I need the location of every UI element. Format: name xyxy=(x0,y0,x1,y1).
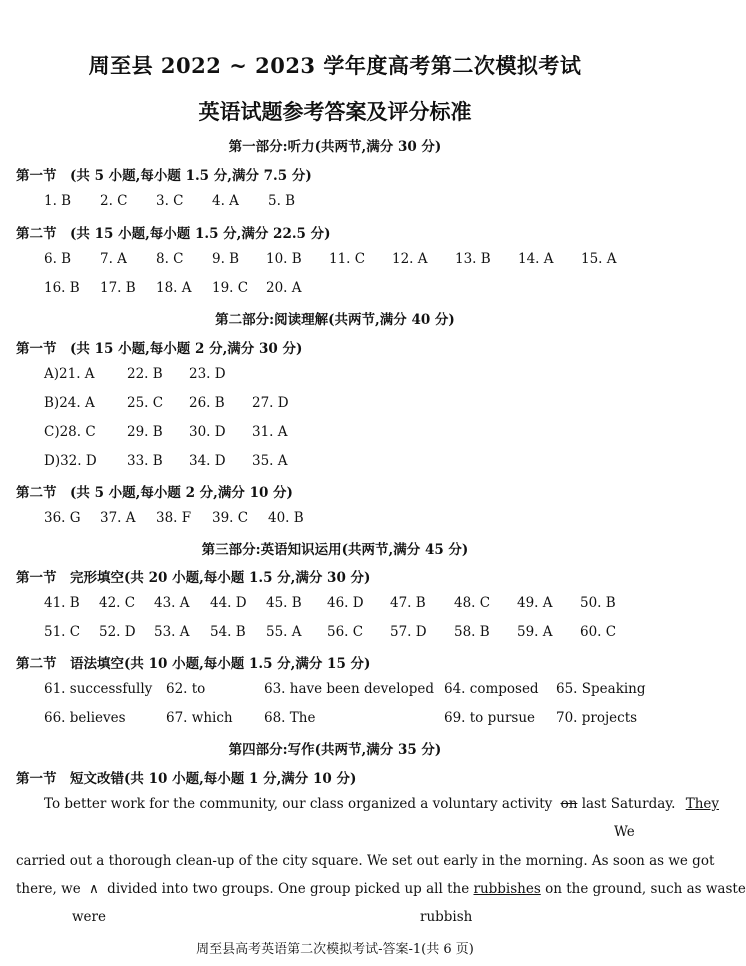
answer: 15. A xyxy=(581,251,617,267)
answer: 16. B xyxy=(44,280,80,296)
correction: were xyxy=(72,909,106,925)
answer: 37. A xyxy=(100,510,136,526)
section-heading: 第一节 (共 5 小题,每小题 1.5 分,满分 7.5 分) xyxy=(16,168,312,184)
essay-text: last Saturday. xyxy=(581,796,676,812)
answer: 10. B xyxy=(266,251,302,267)
answer: 47. B xyxy=(390,595,426,611)
answer: B)24. A xyxy=(44,395,95,411)
answer: 18. A xyxy=(156,280,192,296)
answer: 31. A xyxy=(252,424,288,440)
part-heading: 第二部分:阅读理解(共两节,满分 40 分) xyxy=(215,312,455,328)
answer: 4. A xyxy=(212,193,239,209)
essay-text: To better work for the community, our class organized a voluntary activity xyxy=(44,796,553,812)
answer: 45. B xyxy=(266,595,302,611)
section-heading: 第一节 (共 15 小题,每小题 2 分,满分 30 分) xyxy=(16,341,303,357)
answer: 48. C xyxy=(454,595,491,611)
answer: 54. B xyxy=(210,624,246,640)
answer: 26. B xyxy=(189,395,225,411)
part-heading: 第四部分:写作(共两节,满分 35 分) xyxy=(228,742,442,758)
section-heading: 第一节 完形填空(共 20 小题,每小题 1.5 分,满分 30 分) xyxy=(16,570,371,586)
answer: 17. B xyxy=(100,280,136,296)
answer: C)28. C xyxy=(44,424,96,440)
answer: 63. have been developed xyxy=(264,681,434,697)
essay-line: carried out a thorough clean-up of the city square. We set out early in the morning. As soon as we got xyxy=(16,853,715,869)
answer: 14. A xyxy=(518,251,554,267)
answer: 68. The xyxy=(264,710,316,726)
answer: 6. B xyxy=(44,251,72,267)
section-heading: 第二节 (共 5 小题,每小题 2 分,满分 10 分) xyxy=(16,485,293,501)
answer: 8. C xyxy=(156,251,184,267)
answer: 5. B xyxy=(268,193,296,209)
answer: 42. C xyxy=(99,595,136,611)
section-heading: 第二节 (共 15 小题,每小题 1.5 分,满分 22.5 分) xyxy=(16,226,331,242)
answer: 46. D xyxy=(327,595,364,611)
answer: 36. G xyxy=(44,510,81,526)
correction: rubbish xyxy=(420,909,473,925)
answer: 38. F xyxy=(156,510,192,526)
answer: 62. to xyxy=(166,681,206,697)
answer: 60. C xyxy=(580,624,617,640)
answer: 12. A xyxy=(392,251,428,267)
part-heading: 第一部分:听力(共两节,满分 30 分) xyxy=(228,139,442,155)
answer: 57. D xyxy=(390,624,427,640)
answer: 65. Speaking xyxy=(556,681,646,697)
answer: 1. B xyxy=(44,193,72,209)
essay-line xyxy=(44,796,719,812)
answer: A)21. A xyxy=(44,366,95,382)
answer: 70. projects xyxy=(556,710,638,726)
answer: 27. D xyxy=(252,395,289,411)
answer: 25. C xyxy=(127,395,164,411)
answer: 2. C xyxy=(100,193,128,209)
answer: 9. B xyxy=(212,251,240,267)
section-heading: 第一节 短文改错(共 10 小题,每小题 1 分,满分 10 分) xyxy=(16,771,357,787)
answer: 49. A xyxy=(517,595,553,611)
answer: 33. B xyxy=(127,453,163,469)
answer: 3. C xyxy=(156,193,184,209)
answer: 56. C xyxy=(327,624,364,640)
answer: 50. B xyxy=(580,595,616,611)
answer: 51. C xyxy=(44,624,81,640)
answer: 52. D xyxy=(99,624,136,640)
answer: 66. believes xyxy=(44,710,126,726)
answer: 11. C xyxy=(329,251,366,267)
correction: We xyxy=(614,824,635,840)
answer: 55. A xyxy=(266,624,302,640)
answer: 13. B xyxy=(455,251,491,267)
answer: 44. D xyxy=(210,595,247,611)
answer: 40. B xyxy=(268,510,304,526)
answer: 39. C xyxy=(212,510,249,526)
answer: 69. to pursue xyxy=(444,710,536,726)
page-title: 周至县 2022 ~ 2023 学年度高考第二次模拟考试 xyxy=(88,53,582,78)
answer: 19. C xyxy=(212,280,249,296)
answer: 34. D xyxy=(189,453,226,469)
answer: 29. B xyxy=(127,424,163,440)
page-footer: 周至县高考英语第二次模拟考试-答案-1(共 6 页) xyxy=(196,942,474,957)
essay-text: divided into two groups. One group picked up all the xyxy=(107,881,470,897)
answer: 59. A xyxy=(517,624,553,640)
answer: 41. B xyxy=(44,595,80,611)
answer: 43. A xyxy=(154,595,190,611)
error-word: They xyxy=(685,796,720,812)
answer: 22. B xyxy=(127,366,163,382)
answer: 7. A xyxy=(100,251,127,267)
answer: 35. A xyxy=(252,453,288,469)
essay-text: on the ground, such as waste xyxy=(545,881,746,897)
answer: 64. composed xyxy=(444,681,539,697)
essay-text: there, we xyxy=(16,881,81,897)
answer: D)32. D xyxy=(44,453,97,469)
answer: 23. D xyxy=(189,366,226,382)
page-subtitle: 英语试题参考答案及评分标准 xyxy=(198,99,472,124)
answer: 58. B xyxy=(454,624,490,640)
part-heading: 第三部分:英语知识运用(共两节,满分 45 分) xyxy=(201,542,469,558)
answer: 20. A xyxy=(266,280,302,296)
answer: 30. D xyxy=(189,424,226,440)
error-word: rubbishes xyxy=(473,881,541,897)
deleted-word: on xyxy=(560,796,578,812)
answer: 67. which xyxy=(166,710,233,726)
answer: 53. A xyxy=(154,624,190,640)
insert-caret: ∧ xyxy=(88,881,99,897)
essay-line xyxy=(16,881,746,897)
section-heading: 第二节 语法填空(共 10 小题,每小题 1.5 分,满分 15 分) xyxy=(16,656,371,672)
answer: 61. successfully xyxy=(44,681,153,697)
